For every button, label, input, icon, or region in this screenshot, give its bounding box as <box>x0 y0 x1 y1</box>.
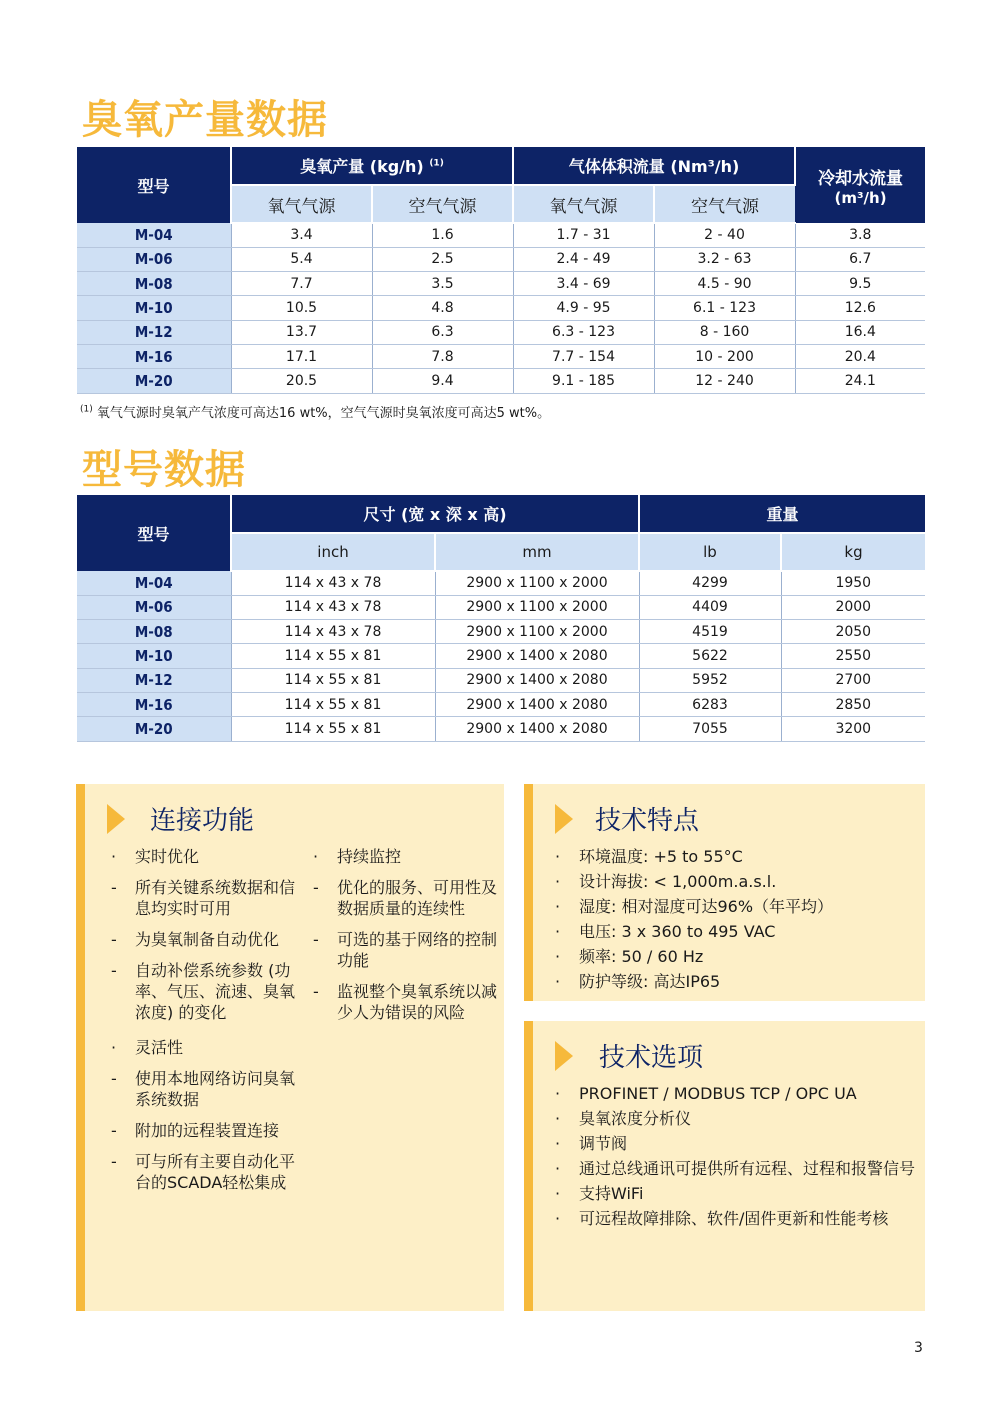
kg-cell: 1950 <box>781 571 925 595</box>
list-item: · 调节阀 <box>555 1134 628 1153</box>
kg-cell: 2050 <box>781 620 925 644</box>
o2-cell: 20.5 <box>231 369 372 393</box>
list-item: · 灵活性 <box>111 1038 184 1057</box>
mm-cell: 2900 x 1100 x 2000 <box>435 620 639 644</box>
water-cell: 24.1 <box>795 369 925 393</box>
air-cell: 4.8 <box>372 296 513 320</box>
lb-cell: 4299 <box>639 571 781 595</box>
table-row <box>77 272 925 296</box>
inch-cell: 114 x 43 x 78 <box>231 595 435 619</box>
model-col-model: 型号 <box>77 495 231 571</box>
o2-cell: 5.4 <box>231 247 372 271</box>
model-sub-mm: mm <box>435 533 639 571</box>
gas-o2-cell: 6.3 - 123 <box>513 320 654 344</box>
tech-features-list <box>555 846 925 996</box>
footnote-mark: (1) <box>80 404 93 415</box>
ozone-col-cooling <box>795 147 925 223</box>
kg-cell: 3200 <box>781 717 925 741</box>
air-cell: 7.8 <box>372 344 513 368</box>
model-col-weight: 重量 <box>639 495 925 533</box>
table-row <box>77 595 925 619</box>
list-item: · 可远程故障排除、软件/固件更新和性能考核 <box>555 1209 889 1228</box>
list-item: · 设计海拔: < 1,000m.a.s.l. <box>555 872 777 891</box>
mm-cell: 2900 x 1400 x 2080 <box>435 644 639 668</box>
air-cell: 6.3 <box>372 320 513 344</box>
table-row <box>77 571 925 595</box>
connect-right-list <box>313 846 498 1033</box>
ozone-col-cooling-label: 冷却水流量 <box>818 168 904 189</box>
footnote-text: 氧气气源时臭氧产气浓度可高达16 wt%，空气气源时臭氧浓度可高达5 wt%。 <box>96 406 551 421</box>
tech-features-title: 技术特点 <box>595 806 700 836</box>
kg-cell: 2700 <box>781 668 925 692</box>
water-cell: 3.8 <box>795 223 925 247</box>
tech-options-list <box>555 1083 925 1233</box>
page-number: 3 <box>914 1340 923 1356</box>
model-sub-kg: kg <box>781 533 925 571</box>
gas-o2-cell: 9.1 - 185 <box>513 369 654 393</box>
mm-cell: 2900 x 1100 x 2000 <box>435 595 639 619</box>
list-item: · 实时优化 <box>111 847 200 866</box>
gas-o2-cell: 4.9 - 95 <box>513 296 654 320</box>
table-row <box>77 717 925 741</box>
model-cell: M-04 <box>77 223 231 247</box>
kg-cell: 2850 <box>781 692 925 716</box>
lb-cell: 5622 <box>639 644 781 668</box>
inch-cell: 114 x 55 x 81 <box>231 644 435 668</box>
list-item: - 使用本地网络访问臭氧系统数据 <box>111 1069 296 1109</box>
ozone-sub-oxygen-2: 氧气气源 <box>513 185 654 223</box>
o2-cell: 17.1 <box>231 344 372 368</box>
gas-o2-cell: 1.7 - 31 <box>513 223 654 247</box>
triangle-icon <box>107 804 125 834</box>
list-item: · 持续监控 <box>313 847 402 866</box>
water-cell: 16.4 <box>795 320 925 344</box>
list-item: · 环境温度: +5 to 55°C <box>555 847 743 866</box>
list-item: · 频率: 50 / 60 Hz <box>555 947 704 966</box>
model-cell: M-10 <box>77 644 231 668</box>
o2-cell: 10.5 <box>231 296 372 320</box>
ozone-section-title: 臭氧产量数据 <box>82 97 328 143</box>
model-cell: M-12 <box>77 320 231 344</box>
ozone-col-gas-flow: 气体体积流量 (Nm³/h) <box>513 147 795 185</box>
tech-features-box <box>524 784 925 1001</box>
model-cell: M-20 <box>77 369 231 393</box>
connect-box-title: 连接功能 <box>150 806 255 836</box>
tech-options-box <box>524 1021 925 1311</box>
model-cell: M-20 <box>77 717 231 741</box>
triangle-icon <box>555 804 573 834</box>
ozone-table <box>77 147 925 394</box>
model-cell: M-06 <box>77 247 231 271</box>
lb-cell: 6283 <box>639 692 781 716</box>
model-table <box>77 495 925 742</box>
model-sub-inch: inch <box>231 533 435 571</box>
inch-cell: 114 x 55 x 81 <box>231 717 435 741</box>
mm-cell: 2900 x 1400 x 2080 <box>435 692 639 716</box>
list-item: - 可选的基于网络的控制功能 <box>313 930 498 970</box>
list-item: · 臭氧浓度分析仪 <box>555 1109 692 1128</box>
ozone-col-model: 型号 <box>77 147 231 223</box>
list-item: · PROFINET / MODBUS TCP / OPC UA <box>555 1084 857 1103</box>
gas-air-cell: 12 - 240 <box>654 369 795 393</box>
inch-cell: 114 x 55 x 81 <box>231 668 435 692</box>
mm-cell: 2900 x 1100 x 2000 <box>435 571 639 595</box>
model-cell: M-04 <box>77 571 231 595</box>
mm-cell: 2900 x 1400 x 2080 <box>435 717 639 741</box>
ozone-sub-air-2: 空气气源 <box>654 185 795 223</box>
list-item: - 自动补偿系统参数 (功率、气压、流速、臭氧浓度) 的变化 <box>111 961 296 1022</box>
model-cell: M-08 <box>77 620 231 644</box>
tech-options-title: 技术选项 <box>599 1043 704 1073</box>
list-item: - 所有关键系统数据和信息均实时可用 <box>111 878 296 918</box>
kg-cell: 2000 <box>781 595 925 619</box>
inch-cell: 114 x 55 x 81 <box>231 692 435 716</box>
list-item: · 支持WiFi <box>555 1184 644 1203</box>
ozone-sub-air-1: 空气气源 <box>372 185 513 223</box>
table-row <box>77 620 925 644</box>
o2-cell: 13.7 <box>231 320 372 344</box>
model-col-dimensions: 尺寸 (宽 x 深 x 高) <box>231 495 639 533</box>
gas-air-cell: 8 - 160 <box>654 320 795 344</box>
lb-cell: 7055 <box>639 717 781 741</box>
gas-air-cell: 2 - 40 <box>654 223 795 247</box>
air-cell: 1.6 <box>372 223 513 247</box>
o2-cell: 7.7 <box>231 272 372 296</box>
water-cell: 9.5 <box>795 272 925 296</box>
air-cell: 2.5 <box>372 247 513 271</box>
list-item: · 电压: 3 x 360 to 495 VAC <box>555 922 776 941</box>
gas-o2-cell: 7.7 - 154 <box>513 344 654 368</box>
table-row <box>77 644 925 668</box>
inch-cell: 114 x 43 x 78 <box>231 571 435 595</box>
list-item: - 可与所有主要自动化平台的SCADA轻松集成 <box>111 1152 296 1192</box>
gas-o2-cell: 3.4 - 69 <box>513 272 654 296</box>
list-item: · 湿度: 相对湿度可达96%（年平均） <box>555 897 834 916</box>
ozone-col-production-label: 臭氧产量 (kg/h) <box>300 157 424 176</box>
ozone-col-production-note: (1) <box>429 158 444 169</box>
connect-box <box>76 784 504 1311</box>
model-cell: M-16 <box>77 344 231 368</box>
ozone-footnote <box>80 402 550 421</box>
list-item: · 通过总线通讯可提供所有远程、过程和报警信号 <box>555 1159 916 1178</box>
ozone-sub-oxygen-1: 氧气气源 <box>231 185 372 223</box>
model-section-title: 型号数据 <box>82 447 246 493</box>
table-row <box>77 296 925 320</box>
water-cell: 20.4 <box>795 344 925 368</box>
lb-cell: 5952 <box>639 668 781 692</box>
air-cell: 9.4 <box>372 369 513 393</box>
connect-left-list <box>111 846 296 1203</box>
gas-air-cell: 3.2 - 63 <box>654 247 795 271</box>
ozone-col-production <box>231 147 513 185</box>
triangle-icon <box>555 1041 573 1071</box>
list-item: - 附加的远程装置连接 <box>111 1121 280 1140</box>
gas-air-cell: 6.1 - 123 <box>654 296 795 320</box>
model-cell: M-10 <box>77 296 231 320</box>
list-item: - 为臭氧制备自动优化 <box>111 930 280 949</box>
model-sub-lb: lb <box>639 533 781 571</box>
o2-cell: 3.4 <box>231 223 372 247</box>
list-item: · 防护等级: 高达IP65 <box>555 972 721 991</box>
list-item: - 优化的服务、可用性及数据质量的连续性 <box>313 878 498 918</box>
ozone-col-cooling-unit: (m³/h) <box>834 188 887 207</box>
gas-o2-cell: 2.4 - 49 <box>513 247 654 271</box>
table-row <box>77 692 925 716</box>
gas-air-cell: 4.5 - 90 <box>654 272 795 296</box>
model-cell: M-08 <box>77 272 231 296</box>
air-cell: 3.5 <box>372 272 513 296</box>
water-cell: 6.7 <box>795 247 925 271</box>
table-row <box>77 344 925 368</box>
table-row <box>77 369 925 393</box>
table-row <box>77 223 925 247</box>
table-row <box>77 320 925 344</box>
gas-air-cell: 10 - 200 <box>654 344 795 368</box>
list-item: - 监视整个臭氧系统以减少人为错误的风险 <box>313 982 498 1022</box>
model-cell: M-16 <box>77 692 231 716</box>
table-row <box>77 668 925 692</box>
model-cell: M-12 <box>77 668 231 692</box>
table-row <box>77 247 925 271</box>
model-cell: M-06 <box>77 595 231 619</box>
water-cell: 12.6 <box>795 296 925 320</box>
mm-cell: 2900 x 1400 x 2080 <box>435 668 639 692</box>
lb-cell: 4519 <box>639 620 781 644</box>
inch-cell: 114 x 43 x 78 <box>231 620 435 644</box>
kg-cell: 2550 <box>781 644 925 668</box>
lb-cell: 4409 <box>639 595 781 619</box>
